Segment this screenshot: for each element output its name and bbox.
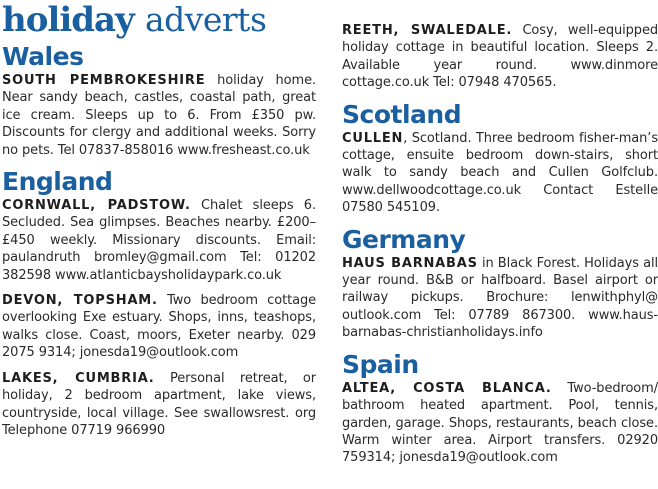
advert-haus-barnabas (342, 255, 658, 342)
advert-body: in Black Forest. Holidays all year round. B&B or halfboard. Basel airport or railway pickups. Brochure: lenwithphyl@ outlook.com Tel: 07789 867300. www.haus-barnabas-christianholidays.info (342, 255, 658, 341)
advert-altea-costa-blanca (342, 380, 658, 467)
advert-body: Two-bedroom/ bathroom heated apartment. Pool, tennis, garden, garage. Shops, restaurants, beach close. Warm winter area. Airport transfers. 02920 759314; jonesda19@outlook.com (342, 380, 658, 466)
advert-lead: REETH, SWALEDALE. (342, 23, 513, 38)
advert-body: Cosy, well-equipped holiday cottage in beautiful location. Sleeps 2. Available year round. www.dinmore cottage.co.uk Tel: 07948 470565. (342, 23, 658, 91)
advert-cornwall-padstow (2, 197, 316, 284)
section-heading-germany: Germany (342, 224, 466, 254)
advert-body: , Scotland. Three bedroom fisher-man’s cottage, ensuite bedroom down-stairs, short walk to sandy beach and Cullen Golfclub. www.dellwoodcottage.co.uk Contact Estelle 07580 545109. (342, 130, 658, 216)
advert-lead: CULLEN (342, 130, 404, 146)
section-heading-england: England (2, 167, 113, 197)
advert-lakes-cumbria (2, 370, 316, 440)
advert-devon-topsham (2, 292, 316, 362)
advert-lead: DEVON, TOPSHAM. (2, 293, 158, 309)
advert-cullen (342, 130, 658, 217)
masthead-light: adverts (144, 0, 267, 39)
section-heading-spain: Spain (342, 349, 419, 379)
section-heading-wales: Wales (2, 42, 84, 71)
advert-reeth-swaledale (342, 22, 658, 92)
advert-body: Chalet sleeps 6. Secluded. Sea glimpses. Beaches nearby. £200–£450 weekly. Missionary discounts. Email: paulandruth bromley@gmail.com Tel: 01202 382598 www.atlanticbaysholidaypark.co.uk (2, 198, 316, 283)
section-heading-scotland: Scotland (342, 99, 462, 129)
advert-body: holiday home. Near sandy beach, castles, coastal path, great ice cream. Sleeps up to 6. From £350 pw. Discounts for clergy and additional weeks. Sorry no pets. Tel 07837-858016 www.fresheast.co.uk (2, 73, 317, 158)
masthead (2, 0, 316, 42)
advert-body: Personal retreat, or holiday, 2 bedroom apartment, lake views, countryside, local village. See swallowsrest. org Telephone 07719 966990 (2, 370, 317, 438)
advert-south-pembrokeshire (2, 72, 316, 159)
advert-lead: CORNWALL, PADSTOW. (2, 198, 191, 214)
advert-lead: ALTEA, COSTA BLANCA. (342, 380, 552, 396)
advert-lead: LAKES, CUMBRIA. (2, 370, 155, 386)
right-column (342, 0, 658, 475)
advert-lead: HAUS BARNABAS (342, 255, 478, 271)
left-column (2, 0, 316, 447)
advert-body: Two bedroom cottage overlooking Exe estuary. Shops, inns, teashops, walks close. Coast, moors, Exeter nearby. 029 2075 9314; jonesda19@outlook.com (2, 293, 316, 361)
masthead-bold: holiday (2, 0, 134, 40)
advert-lead: SOUTH PEMBROKESHIRE (2, 73, 206, 88)
